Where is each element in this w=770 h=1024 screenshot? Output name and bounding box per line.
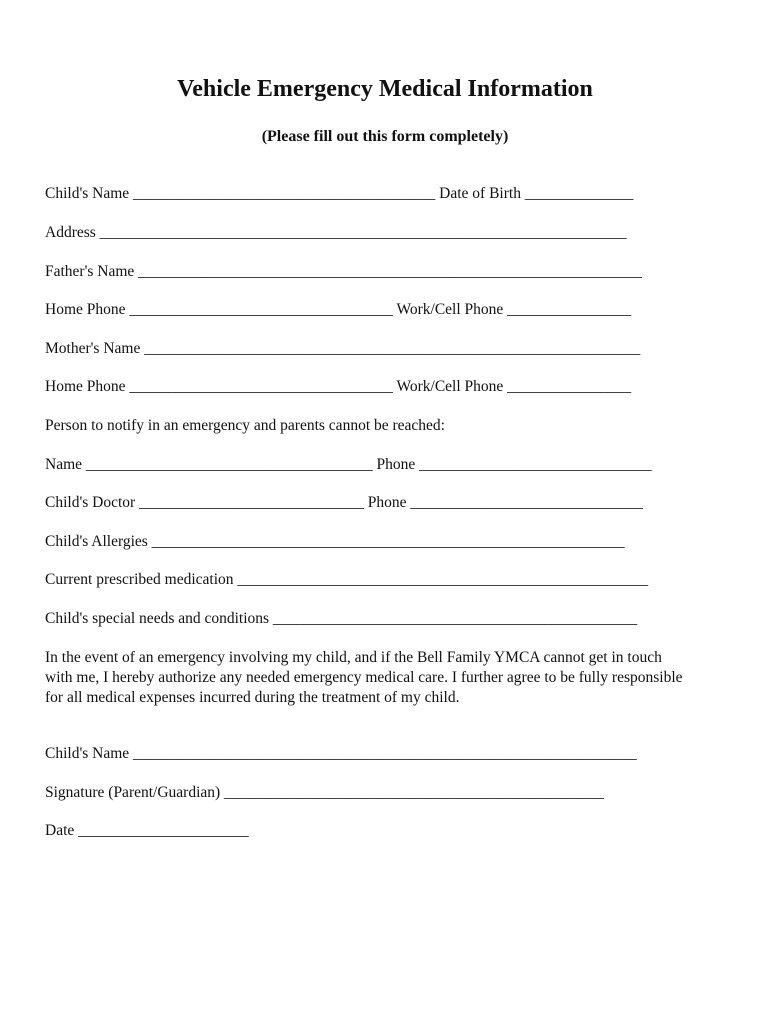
mothers-name-line[interactable]: Mother's Name ________________________________________________________________ (45, 340, 641, 357)
notify-heading: Person to notify in an emergency and parents cannot be reached: (45, 417, 445, 434)
fathers-name-line[interactable]: Father's Name _________________________________________________________________ (45, 263, 642, 280)
authorization-line-2: with me, I hereby authorize any needed emergency medical care. I further agree to be fully responsible (45, 669, 683, 686)
date-line[interactable]: Date ______________________ (45, 822, 249, 839)
authorization-line-1: In the event of an emergency involving my child, and if the Bell Family YMCA cannot get in touch (45, 649, 662, 666)
allergies-line[interactable]: Child's Allergies _____________________________________________________________ (45, 533, 625, 550)
form-title: Vehicle Emergency Medical Information (177, 76, 593, 102)
medication-line[interactable]: Current prescribed medication _____________________________________________________ (45, 571, 649, 588)
childs-name-dob-line[interactable]: Child's Name _______________________________________ Date of Birth ______________ (45, 185, 634, 202)
signature-line[interactable]: Signature (Parent/Guardian) _________________________________________________ (45, 784, 604, 801)
special-needs-line[interactable]: Child's special needs and conditions _______________________________________________ (45, 610, 638, 627)
emergency-contact-line[interactable]: Name _____________________________________ Phone ______________________________ (45, 456, 652, 473)
childs-name-signoff-line[interactable]: Child's Name _________________________________________________________________ (45, 745, 637, 762)
father-phone-line[interactable]: Home Phone __________________________________ Work/Cell Phone ________________ (45, 301, 632, 318)
address-line[interactable]: Address ____________________________________________________________________ (45, 224, 627, 241)
mother-phone-line[interactable]: Home Phone __________________________________ Work/Cell Phone ________________ (45, 378, 632, 395)
authorization-line-3: for all medical expenses incurred during the treatment of my child. (45, 689, 460, 706)
authorization-paragraph (45, 648, 735, 708)
childs-doctor-line[interactable]: Child's Doctor _____________________________ Phone ______________________________ (45, 494, 643, 511)
form-subtitle: (Please fill out this form completely) (261, 128, 509, 145)
